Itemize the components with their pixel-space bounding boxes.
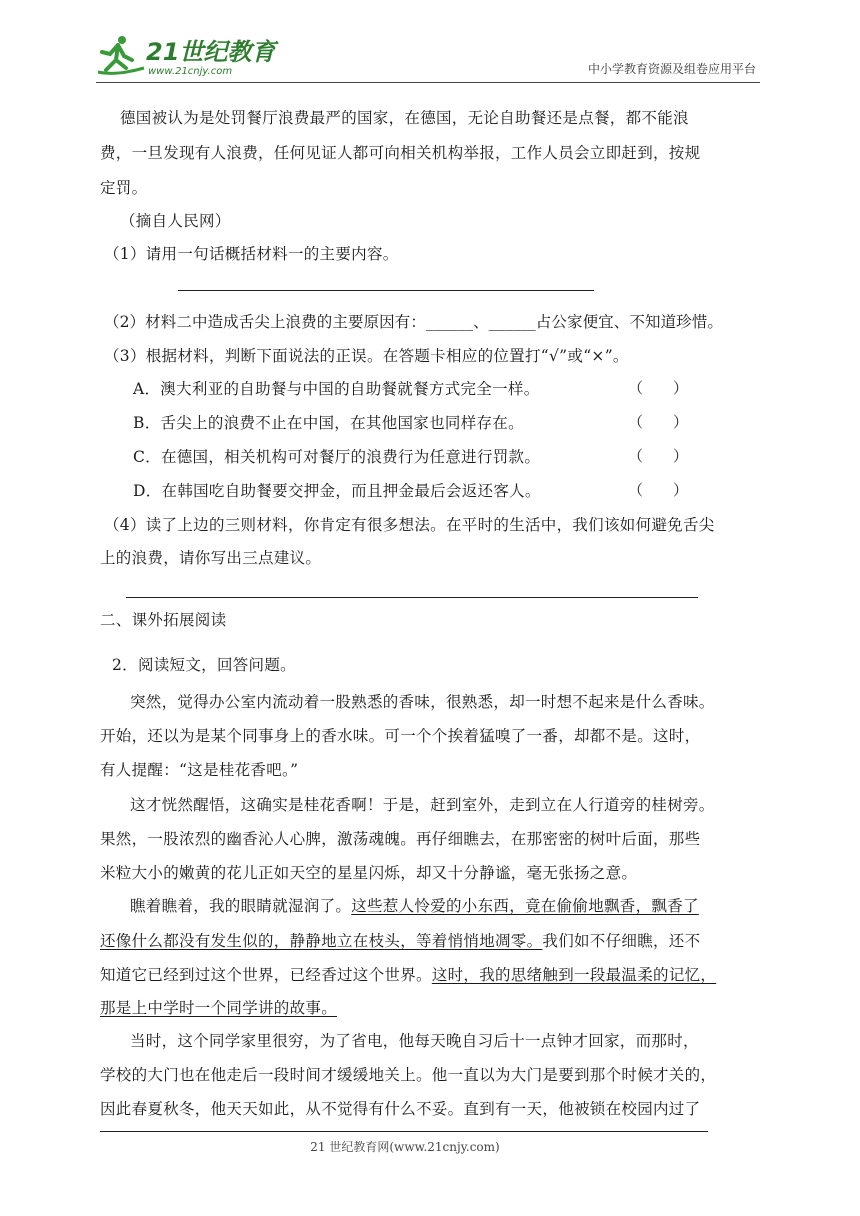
material-source: （摘自人民网） bbox=[120, 212, 231, 230]
passage-p2-line-3: 米粒大小的嫩黄的花儿正如天空的星星闪烁，却又十分静谧，毫无张扬之意。 bbox=[100, 864, 638, 882]
underlined-sentence-2-cont: 那是上中学时一个同学讲的故事。 bbox=[100, 999, 338, 1017]
passage-p2-line-1: 这才恍然醒悟，这确实是桂花香啊！于是，赶到室外，走到立在人行道旁的桂树旁。 bbox=[130, 796, 715, 814]
passage-p3-line-4 bbox=[100, 996, 337, 1018]
option-c: C．在德国，相关机构可对餐厅的浪费行为任意进行罚款。 bbox=[133, 448, 541, 466]
passage-p3-line-1-plain: 瞧着瞧着，我的眼睛就湿润了。 bbox=[130, 897, 352, 915]
passage-p3-line-3 bbox=[100, 963, 716, 985]
passage-p1-line-1: 突然，觉得办公室内流动着一股熟悉的香味，很熟悉，却一时想不起来是什么香味。 bbox=[130, 693, 715, 711]
answer-line-1[interactable] bbox=[178, 290, 594, 291]
passage-p3-line-1 bbox=[130, 894, 699, 916]
question-4-line-2: 上的浪费，请你写出三点建议。 bbox=[100, 549, 322, 567]
material3-line-2: 费，一旦发现有人浪费，任何见证人都可向相关机构举报，工作人员会立即赶到，按规 bbox=[100, 144, 701, 162]
section-2-title: 二、课外拓展阅读 bbox=[100, 611, 227, 629]
platform-name: 中小学教育资源及组卷应用平台 bbox=[587, 62, 756, 76]
svg-text:www.21cnjy.com: www.21cnjy.com bbox=[148, 66, 233, 77]
section-2-question: 2．阅读短文，回答问题。 bbox=[112, 656, 296, 674]
option-d: D．在韩国吃自助餐要交押金，而且押金最后会返还客人。 bbox=[133, 482, 541, 500]
answer-line-4[interactable] bbox=[126, 597, 698, 598]
passage-p3-line-2 bbox=[100, 929, 700, 951]
passage-p3-line-2-plain: 我们如不仔细瞧，还不 bbox=[542, 932, 701, 950]
answer-paren-a[interactable]: （ ） bbox=[628, 379, 689, 397]
passage-p1-line-2: 开始，还以为是某个同事身上的香水味。可一个个挨着猛嗅了一番，却都不是。这时， bbox=[100, 727, 701, 745]
option-b: B．舌尖上的浪费不止在中国，在其他国家也同样存在。 bbox=[133, 414, 524, 432]
answer-paren-b[interactable]: （ ） bbox=[628, 413, 689, 431]
passage-p4-line-1: 当时，这个同学家里很穷，为了省电，他每天晚自习后十一点钟才回家，而那时， bbox=[130, 1032, 699, 1050]
question-1: （1）请用一句话概括材料一的主要内容。 bbox=[104, 245, 399, 263]
passage-p4-line-3: 因此春夏秋冬，他天天如此，从不觉得有什么不妥。直到有一天，他被锁在校园内过了 bbox=[100, 1100, 701, 1118]
passage-p2-line-2: 果然，一股浓烈的幽香沁人心脾，激荡魂魄。再仔细瞧去，在那密密的树叶后面，那些 bbox=[100, 830, 701, 848]
material3-line-3: 定罚。 bbox=[100, 179, 148, 197]
footer-divider bbox=[100, 1131, 708, 1132]
question-4-line-1: （4）读了上边的三则材料，你肯定有很多想法。在平时的生活中，我们该如何避免舌尖 bbox=[104, 516, 715, 534]
material3-line-1: 德国被认为是处罚餐厅浪费最严的国家，在德国，无论自助餐还是点餐，都不能浪 bbox=[120, 109, 689, 127]
underlined-sentence-1: 这些惹人怜爱的小东西，竟在偷偷地飘香，飘香了 bbox=[351, 897, 699, 915]
runner-icon bbox=[98, 36, 144, 73]
passage-p1-line-3: 有人提醒：“这是桂花香吧。” bbox=[100, 761, 299, 779]
svg-text:21世纪教育: 21世纪教育 bbox=[146, 38, 276, 66]
underlined-sentence-2: 这时，我的思绪触到一段最温柔的记忆， bbox=[431, 966, 717, 984]
page-header bbox=[96, 30, 760, 83]
answer-paren-d[interactable]: （ ） bbox=[628, 481, 689, 499]
passage-p3-line-3-plain: 知道它已经到过这个世界，已经香过这个世界。 bbox=[100, 966, 432, 984]
question-2: （2）材料二中造成舌尖上浪费的主要原因有：______、______占公家便宜、不知道珍惜。 bbox=[104, 313, 723, 331]
answer-paren-c[interactable]: （ ） bbox=[628, 447, 689, 465]
option-a: A．澳大利亚的自助餐与中国的自助餐就餐方式完全一样。 bbox=[133, 380, 540, 398]
question-3: （3）根据材料，判断下面说法的正误。在答题卡相应的位置打“√”或“×”。 bbox=[104, 347, 629, 365]
passage-p4-line-2: 学校的大门也在他走后一段时间才缓缓地关上。他一直以为大门是要到那个时候才关的， bbox=[100, 1066, 717, 1084]
underlined-sentence-1-cont: 还像什么都没有发生似的，静静地立在枝头，等着悄悄地凋零。 bbox=[100, 932, 543, 950]
21cnjy-logo bbox=[96, 32, 286, 78]
page-footer: 21 世纪教育网(www.21cnjy.com) bbox=[310, 1140, 500, 1154]
